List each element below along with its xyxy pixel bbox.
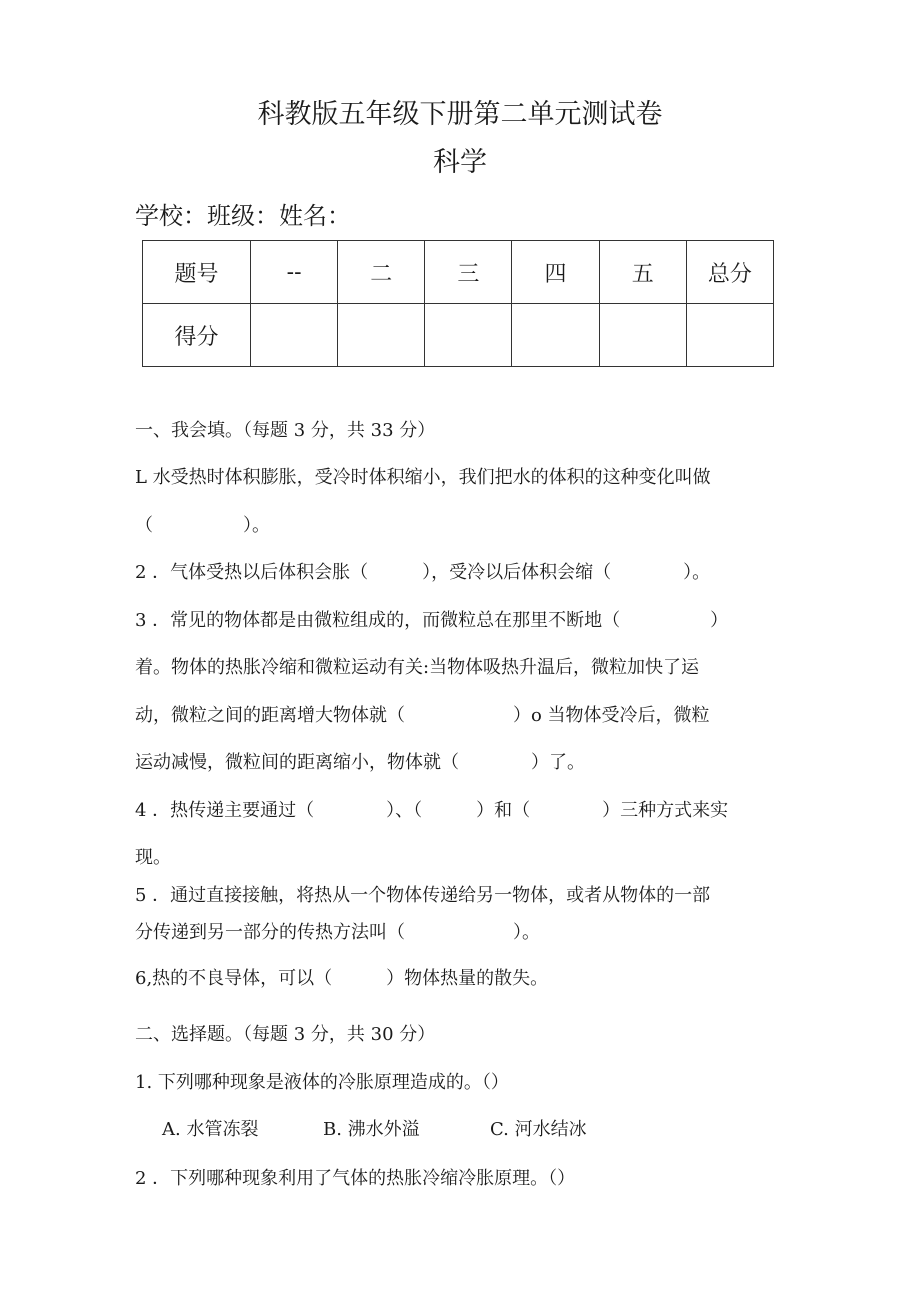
score-table-score-row bbox=[143, 304, 774, 367]
page-subtitle: 科学 bbox=[433, 147, 487, 178]
section1-line: 6,热的不良导体，可以（ ）物体热量的散失。 bbox=[135, 968, 549, 989]
section1-line: 2 ．气体受热以后体积会胀（ ），受冷以后体积会缩（ ）。 bbox=[135, 562, 711, 583]
score-table-header-row bbox=[143, 241, 774, 304]
score-table-header-cell: 二 bbox=[338, 241, 425, 304]
score-table-header-cell: 四 bbox=[512, 241, 599, 304]
score-table-header-cell: 五 bbox=[599, 241, 686, 304]
section1-line: 着。物体的热胀冷缩和微粒运动有关:当物体吸热升温后，微粒加快了运 bbox=[135, 657, 700, 678]
score-cell[interactable] bbox=[425, 304, 512, 367]
section1-line: 动，微粒之间的距离增大物体就（ ）o 当物体受冷后，微粒 bbox=[135, 705, 710, 726]
score-table-header-cell: 总分 bbox=[686, 241, 773, 304]
score-table-header-cell: -- bbox=[251, 241, 338, 304]
question-1-option-b[interactable]: B. 沸水外溢 bbox=[323, 1119, 420, 1140]
question-1: 1. 下列哪种现象是液体的冷胀原理造成的。（） bbox=[135, 1072, 509, 1093]
score-cell[interactable] bbox=[599, 304, 686, 367]
score-cell[interactable] bbox=[512, 304, 599, 367]
section1-line: 4 ．热传递主要通过（ ）、（ ）和（ ）三种方式来实 bbox=[135, 800, 729, 821]
score-cell[interactable] bbox=[686, 304, 773, 367]
section1-line: 分传递到另一部分的传热方法叫（ ）。 bbox=[135, 922, 540, 943]
section1-line: （ ）。 bbox=[135, 515, 270, 536]
question-1-option-c[interactable]: C. 河水结冰 bbox=[490, 1119, 587, 1140]
score-cell[interactable] bbox=[338, 304, 425, 367]
section1-line: 3 ．常见的物体都是由微粒组成的，而微粒总在那里不断地（ ） bbox=[135, 610, 729, 631]
section1-line: 现。 bbox=[135, 847, 171, 868]
section1-line: 运动减慢，微粒间的距离缩小，物体就（ ）了。 bbox=[135, 752, 585, 773]
score-table-header-cell: 题号 bbox=[143, 241, 251, 304]
student-info-line: 学校：班级：姓名： bbox=[135, 202, 351, 230]
score-table bbox=[142, 240, 774, 367]
section1-line: L 水受热时体积膨胀，受冷时体积缩小，我们把水的体积的这种变化叫做 bbox=[135, 467, 711, 488]
section1-heading: 一、我会填。（每题 3 分，共 33 分） bbox=[135, 420, 436, 441]
page-title: 科教版五年级下册第二单元测试卷 bbox=[257, 99, 663, 130]
question-2: 2 ．下列哪种现象利用了气体的热胀冷缩冷胀原理。（） bbox=[135, 1168, 576, 1189]
section2-heading: 二、选择题。（每题 3 分，共 30 分） bbox=[135, 1024, 436, 1045]
score-table-row-label: 得分 bbox=[143, 304, 251, 367]
score-cell[interactable] bbox=[251, 304, 338, 367]
section1-line: 5 ．通过直接接触，将热从一个物体传递给另一物体，或者从物体的一部 bbox=[135, 885, 711, 906]
question-1-option-a[interactable]: A. 水管冻裂 bbox=[162, 1119, 259, 1140]
score-table-header-cell: 三 bbox=[425, 241, 512, 304]
